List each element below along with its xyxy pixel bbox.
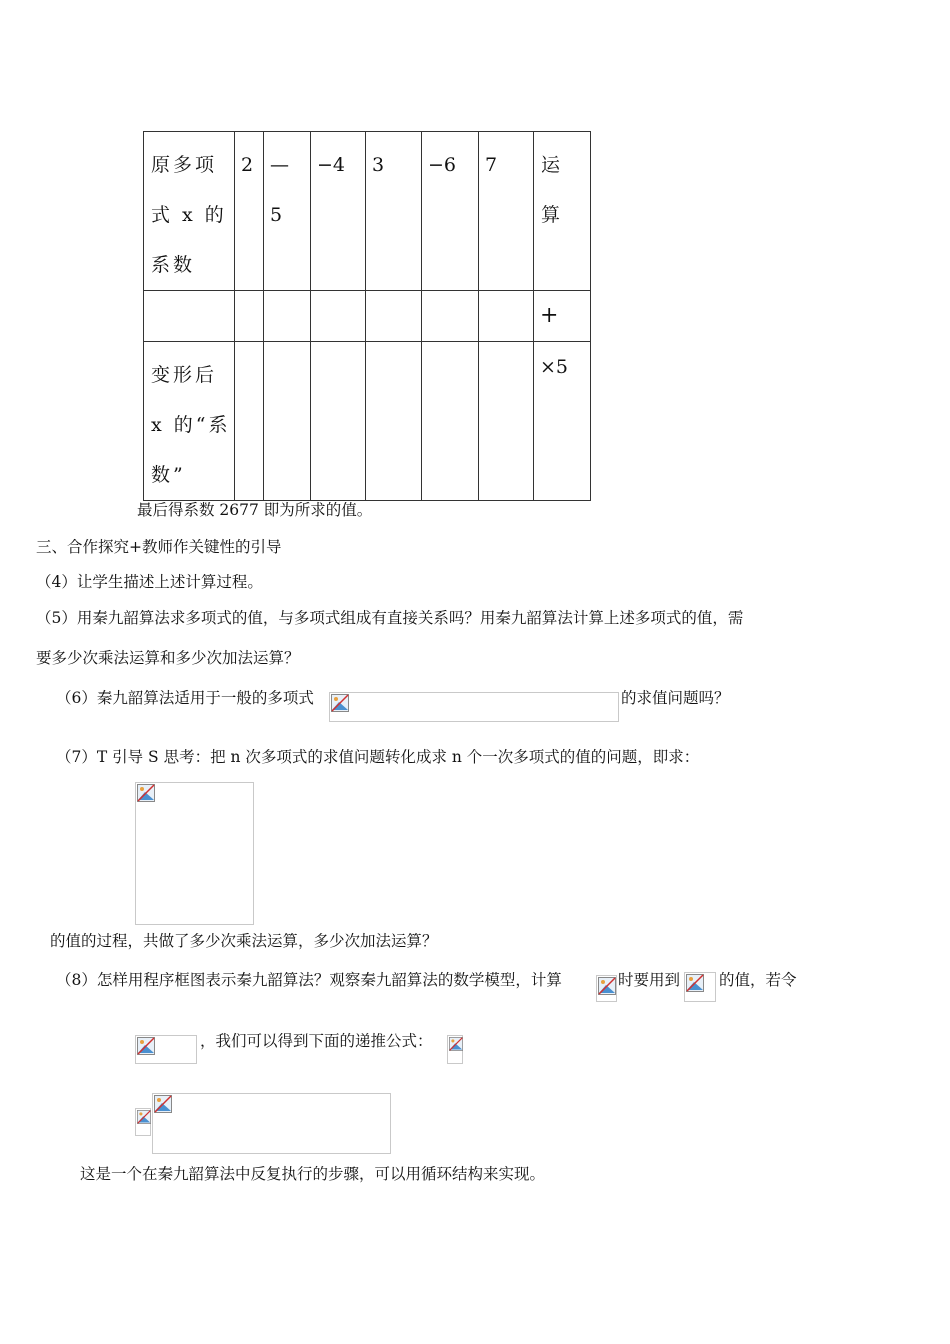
section-heading: 三、合作探究+教师作关键性的引导 — [36, 538, 282, 556]
formula-image — [447, 1035, 463, 1064]
coef-cell: 3 — [366, 132, 422, 291]
formula-image — [684, 972, 716, 1002]
row3-label-cell: 变形后 x 的“系 数” — [144, 342, 235, 501]
broken-image-icon — [137, 1037, 155, 1055]
formula-image — [329, 692, 619, 722]
plus-cell: + — [534, 291, 591, 342]
coef-cell: 2 — [235, 132, 264, 291]
question-4: （4）让学生描述上述计算过程。 — [36, 573, 263, 591]
question-8a: （8）怎样用程序框图表示秦九韶算法？观察秦九韶算法的数学模型，计算 — [56, 971, 562, 989]
coef-cell: — 5 — [264, 132, 311, 291]
broken-image-icon — [449, 1037, 463, 1051]
question-6a: （6）秦九韶算法适用于一般的多项式 — [56, 689, 314, 707]
times-cell: ×5 — [534, 342, 591, 501]
operation-cell: 运 算 — [534, 132, 591, 291]
coef-cell: 7 — [479, 132, 534, 291]
broken-image-icon — [686, 974, 704, 992]
broken-image-icon — [137, 784, 155, 802]
formula-image — [135, 782, 254, 925]
coef-cell: −4 — [311, 132, 366, 291]
broken-image-icon — [598, 977, 616, 995]
formula-image — [135, 1108, 151, 1136]
question-8c: 的值，若令 — [719, 971, 797, 989]
formula-image — [596, 975, 617, 1002]
broken-image-icon — [137, 1110, 151, 1124]
question-5a: （5）用秦九韶算法求多项式的值，与多项式组成有直接关系吗？用秦九韶算法计算上述多项式的值，需 — [36, 609, 744, 627]
question-5b: 要多少次乘法运算和多少次加法运算？ — [36, 649, 300, 667]
question-8b: 时要用到 — [618, 971, 681, 989]
broken-image-icon — [154, 1095, 172, 1113]
question-8d: ，我们可以得到下面的递推公式： — [200, 1032, 433, 1050]
question-7b: 的值的过程，共做了多少次乘法运算，多少次加法运算？ — [50, 932, 438, 950]
row1-label-cell: 原多项 式 x 的 系数 — [144, 132, 235, 291]
formula-image — [135, 1035, 197, 1064]
coef-cell: −6 — [422, 132, 479, 291]
broken-image-icon — [331, 694, 349, 712]
closing-line: 这是一个在秦九韶算法中反复执行的步骤，可以用循环结构来实现。 — [80, 1165, 546, 1183]
formula-image — [152, 1093, 391, 1154]
question-7: （7）T 引导 S 思考：把 n 次多项式的求值问题转化成求 n 个一次多项式的值的问题，即求： — [56, 748, 700, 766]
coefficient-table — [143, 131, 591, 501]
question-6b: 的求值问题吗？ — [621, 689, 730, 707]
result-line: 最后得系数 2677 即为所求的值。 — [137, 501, 373, 519]
